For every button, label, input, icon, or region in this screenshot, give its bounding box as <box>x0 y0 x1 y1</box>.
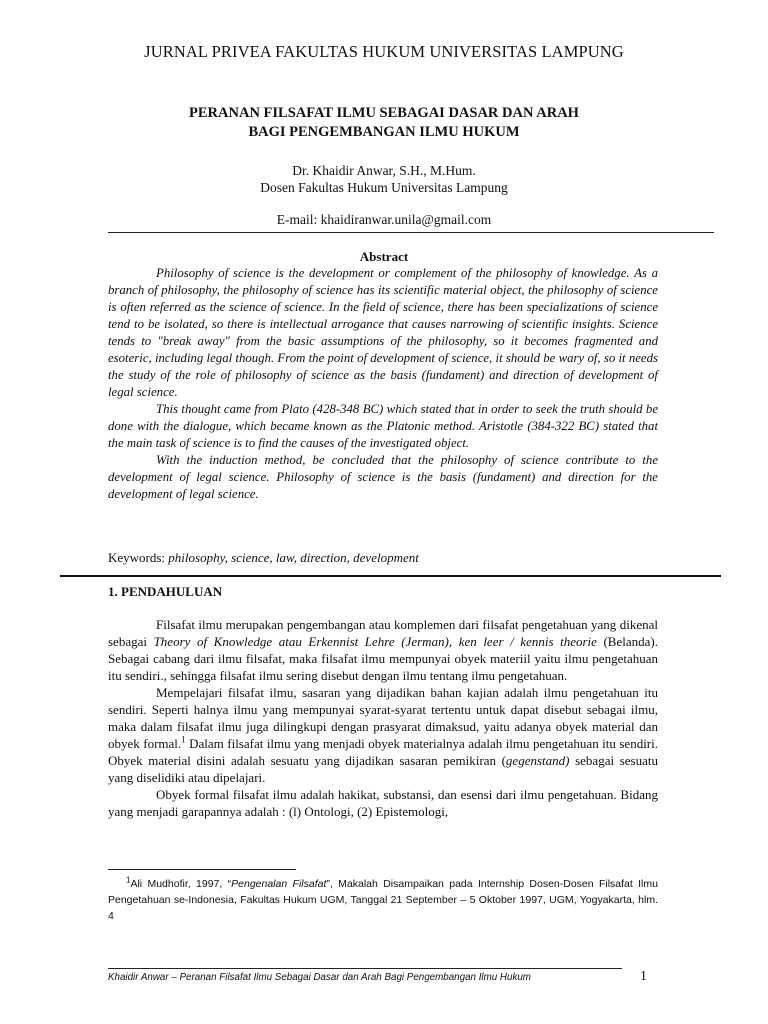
footer-divider <box>108 968 622 969</box>
keywords <box>108 550 658 566</box>
author-name: Dr. Khaidir Anwar, S.H., M.Hum. <box>292 163 476 178</box>
title-line-1: PERANAN FILSAFAT ILMU SEBAGAI DASAR DAN ARAH <box>189 105 579 121</box>
abstract-paragraph: Philosophy of science is the development or complement of the philosophy of knowledge. As a branch of philosophy, the philosophy of science has its scientific material object, the philosophy of science is often referred as the science of science. In the field of science, there has been specializations of science tend to be isolated, so there is intellectual arrogance that causes narrowing of scientific insights. Science tends to "break away" from the basic assumptions of the philosophy, so it becomes fragmented and esoteric, including legal though. From the point of development of science, it should be wary of, so it needs the study of the role of philosophy of science as the basis (fundament) and direction of development of legal science. <box>108 266 658 399</box>
running-footer: Khaidir Anwar – Peranan Filsafat Ilmu Sebagai Dasar dan Arah Bagi Pengembangan Ilmu Hukum <box>108 972 531 983</box>
footnote: $^1$Ali Mudhofir, 1997, “Pengenalan Filsafat”, Makalah Disampaikan pada Internship Dosen-Dosen Filsafat Ilmu Pengetahuan se-Indonesia, Fakultas Hukum UGM, Tanggal 21 September – 5 Oktober 1997, UGM, Yogyakarta, hlm. 4 <box>108 875 658 922</box>
article-title <box>0 104 768 142</box>
journal-name: JURNAL PRIVEA FAKULTAS HUKUM UNIVERSITAS LAMPUNG <box>144 42 624 61</box>
keywords-label: Keywords: <box>108 550 166 565</box>
abstract-paragraph: This thought came from Plato (428-348 BC) which stated that in order to seek the truth should be done with the dialogue, which became known as the Platonic method. Aristotle (384-322 BC) stated that the main task of science is to find the causes of the investigated object. <box>108 402 658 450</box>
abstract-body <box>108 265 658 503</box>
section-body <box>108 616 658 820</box>
section-heading: 1. PENDAHULUAN <box>108 584 223 599</box>
abstract-paragraph: With the induction method, be concluded that the philosophy of science contribute to the development of legal science. Philosophy of science is the basis (fundament) and direction for the development of legal science. <box>108 453 658 501</box>
title-line-2: BAGI PENGEMBANGAN ILMU HUKUM <box>248 124 520 140</box>
footnote-divider <box>108 869 296 870</box>
header-divider <box>108 232 714 233</box>
author-affiliation: Dosen Fakultas Hukum Universitas Lampung <box>260 180 508 195</box>
keywords-value: philosophy, science, law, direction, development <box>168 550 419 565</box>
abstract-heading: Abstract <box>359 249 409 264</box>
footnote-reference[interactable]: 1 <box>181 734 186 745</box>
body-paragraph: Filsafat ilmu merupakan pengembangan atau komplemen dari filsafat pengetahuan yang dikenal sebagai Theory of Knowledge atau Erkennist Lehre (Jerman), ken leer / kennis theorie (Belanda). Sebagai cabang dari ilmu filsafat, maka filsafat ilmu mempunyai obyek materiil yaitu ilmu pengetahuan itu sendiri., sehingga filsafat ilmu sering disebut dengan ilmu tentang ilmu pengetahuan. <box>108 617 658 683</box>
page-number: 1 <box>640 969 647 984</box>
body-paragraph: Obyek formal filsafat ilmu adalah hakikat, substansi, dan esensi dari ilmu pengetahuan. Bidang yang menjadi garapannya adalah : (l) Ontologi, (2) Epistemologi, <box>108 787 658 819</box>
author-email: E-mail: khaidiranwar.unila@gmail.com <box>276 212 492 227</box>
author-block <box>0 162 768 196</box>
footnote-number: 1 <box>126 875 131 885</box>
body-paragraph: Mempelajari filsafat ilmu, sasaran yang dijadikan bahan kajian adalah ilmu pengetahuan itu sendiri. Seperti halnya ilmu yang mempunyai syarat-syarat tertentu untuk dapat disebut sebagai ilmu, maka dalam filsafat ilmu juga dilingkupi dengan prasyarat dimaksud, yaitu adanya obyek material dan obyek formal.$^1$ Dalam filsafat ilmu yang menjadi obyek materialnya adalah ilmu pengetahuan itu sendiri. Obyek material disini adalah sesuatu yang dijadikan sasaran pemikiran (gegenstand) sebagai sesuatu yang diselidiki atau dipelajari. <box>108 685 658 785</box>
abstract-divider <box>60 575 721 577</box>
